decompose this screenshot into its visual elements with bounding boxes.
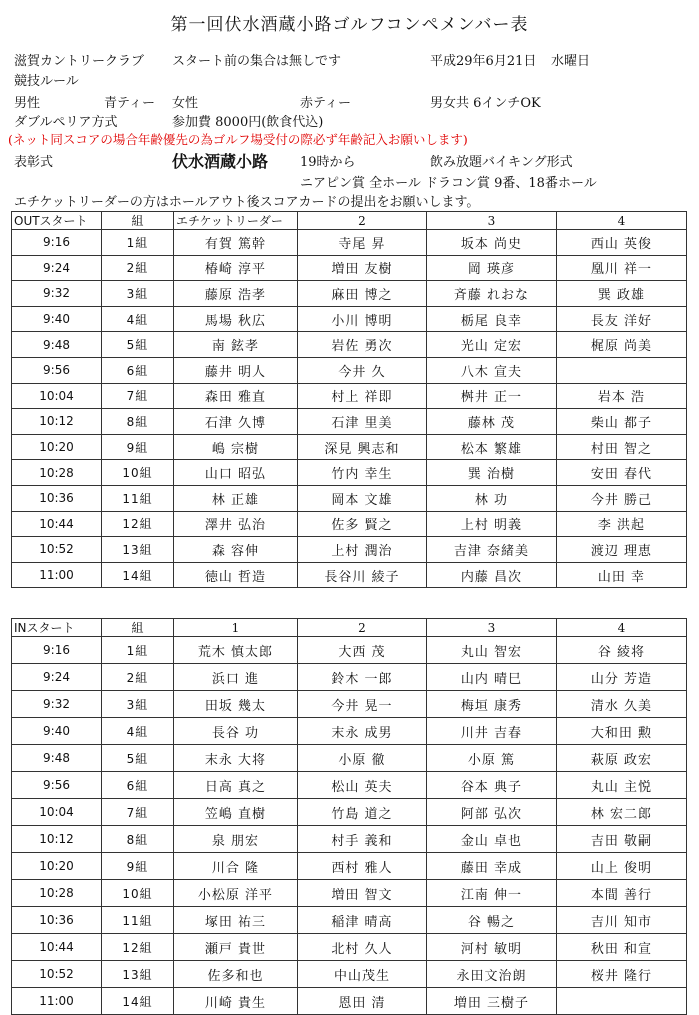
player-cell: 深見 興志和: [298, 434, 427, 460]
player-cell: 川井 吉春: [427, 718, 557, 745]
group-cell: 6組: [102, 357, 174, 383]
player-cell: 森田 雅直: [174, 383, 298, 409]
in-header-1: 1: [174, 619, 298, 637]
table-row: [12, 880, 687, 907]
player-cell: 森 容伸: [174, 537, 298, 563]
start-time-cell: 9:32: [12, 691, 102, 718]
table-row: [12, 799, 687, 826]
group-cell: 12組: [102, 511, 174, 537]
player-cell: 吉田 敬嗣: [557, 826, 687, 853]
start-time-cell: 9:32: [12, 281, 102, 307]
group-cell: 4組: [102, 718, 174, 745]
club-name: 滋賀カントリークラブ: [14, 54, 145, 69]
table-row: [12, 961, 687, 988]
player-cell: 大和田 勲: [557, 718, 687, 745]
player-cell: 山内 晴巳: [427, 664, 557, 691]
player-cell: 増田 三樹子: [427, 988, 557, 1015]
table-row: [12, 562, 687, 588]
player-cell: 藤林 茂: [427, 409, 557, 435]
group-cell: 8組: [102, 826, 174, 853]
table-row: [12, 434, 687, 460]
player-cell: 萩原 政宏: [557, 745, 687, 772]
group-cell: 14組: [102, 988, 174, 1015]
player-cell: 秋田 和宣: [557, 934, 687, 961]
table-row: [12, 460, 687, 486]
player-cell: 岩本 浩: [557, 383, 687, 409]
start-time-cell: 9:16: [12, 230, 102, 256]
start-time-cell: 10:44: [12, 511, 102, 537]
player-cell: 巽 政雄: [557, 281, 687, 307]
in-header-2: 2: [298, 619, 427, 637]
player-cell: 栃尾 良幸: [427, 306, 557, 332]
start-time-cell: 9:40: [12, 718, 102, 745]
player-cell: 荒木 慎太郎: [174, 637, 298, 664]
player-cell: 安田 春代: [557, 460, 687, 486]
header-row-format: [14, 111, 324, 130]
out-header-4: 4: [557, 212, 687, 230]
player-cell: 柴山 都子: [557, 409, 687, 435]
player-cell: 藤井 明人: [174, 357, 298, 383]
player-cell: 北村 久人: [298, 934, 427, 961]
player-cell: 長谷川 綾子: [298, 562, 427, 588]
group-cell: 5組: [102, 745, 174, 772]
player-cell: 瀬戸 貴世: [174, 934, 298, 961]
player-cell: 寺尾 昇: [298, 230, 427, 256]
player-cell: 吉津 奈緒美: [427, 537, 557, 563]
ceremony-time: 19時から: [300, 155, 356, 170]
player-cell: 谷本 典子: [427, 772, 557, 799]
start-time-cell: 10:12: [12, 409, 102, 435]
table-row: [12, 537, 687, 563]
start-time-cell: 10:36: [12, 907, 102, 934]
player-cell: 南 鉉孝: [174, 332, 298, 358]
group-cell: 14組: [102, 562, 174, 588]
start-time-cell: 11:00: [12, 562, 102, 588]
player-cell: 増田 智文: [298, 880, 427, 907]
player-cell: 鈴木 一郎: [298, 664, 427, 691]
group-cell: 7組: [102, 799, 174, 826]
start-time-cell: 10:04: [12, 799, 102, 826]
player-cell: 坂本 尚史: [427, 230, 557, 256]
group-cell: 13組: [102, 961, 174, 988]
female-label: 女性: [172, 96, 199, 111]
player-cell: 山田 幸: [557, 562, 687, 588]
player-cell: 大西 茂: [298, 637, 427, 664]
player-cell: 小原 徹: [298, 745, 427, 772]
page-title: 第一回伏水酒蔵小路ゴルフコンペメンバー表: [170, 15, 529, 35]
ceremony-label: 表彰式: [14, 155, 54, 170]
player-cell: 斉藤 れおな: [427, 281, 557, 307]
player-cell: 浜口 進: [174, 664, 298, 691]
player-cell: 岡本 文雄: [298, 485, 427, 511]
table-row: [12, 664, 687, 691]
start-time-cell: 9:56: [12, 357, 102, 383]
player-cell: 村田 智之: [557, 434, 687, 460]
player-cell: 石津 里美: [298, 409, 427, 435]
table-row: [12, 281, 687, 307]
scoring-format: ダブルペリア方式: [14, 115, 118, 130]
player-cell: 佐多 賢之: [298, 511, 427, 537]
player-cell: 日高 真之: [174, 772, 298, 799]
player-cell: 泉 朋宏: [174, 826, 298, 853]
group-cell: 10組: [102, 460, 174, 486]
event-date: 平成29年6月21日: [430, 54, 537, 69]
player-cell: [557, 357, 687, 383]
player-cell: 桜井 隆行: [557, 961, 687, 988]
player-cell: 小松原 洋平: [174, 880, 298, 907]
player-cell: 恩田 清: [298, 988, 427, 1015]
out-header-group: 組: [102, 212, 174, 230]
player-cell: 河村 敏明: [427, 934, 557, 961]
out-table-header: [12, 212, 687, 230]
player-cell: 澤井 弘治: [174, 511, 298, 537]
start-time-cell: 10:36: [12, 485, 102, 511]
start-time-cell: 9:48: [12, 745, 102, 772]
player-cell: 藤原 浩孝: [174, 281, 298, 307]
player-cell: 椿崎 淳平: [174, 255, 298, 281]
table-row: [12, 255, 687, 281]
player-cell: 八木 宣夫: [427, 357, 557, 383]
group-cell: 2組: [102, 255, 174, 281]
table-row: [12, 306, 687, 332]
player-cell: 桝井 正一: [427, 383, 557, 409]
etiquette-note: エチケットリーダーの方はホールアウト後スコアカードの提出をお願いします。: [14, 195, 480, 210]
group-cell: 5組: [102, 332, 174, 358]
player-cell: 山上 俊明: [557, 853, 687, 880]
player-cell: 巽 治樹: [427, 460, 557, 486]
out-header-2: 2: [298, 212, 427, 230]
start-time-cell: 9:16: [12, 637, 102, 664]
player-cell: 藤田 幸成: [427, 853, 557, 880]
player-cell: 清水 久美: [557, 691, 687, 718]
player-cell: 渡辺 理恵: [557, 537, 687, 563]
in-table-header: [12, 619, 687, 637]
start-time-cell: 9:56: [12, 772, 102, 799]
out-table-body: [12, 230, 687, 588]
meeting-note: スタート前の集合は無しです: [172, 54, 342, 69]
player-cell: 永田文治朗: [427, 961, 557, 988]
drinks-note: 飲み放題バイキング形式: [430, 155, 573, 170]
player-cell: 竹内 幸生: [298, 460, 427, 486]
in-header-3: 3: [427, 619, 557, 637]
start-time-cell: 10:52: [12, 961, 102, 988]
group-cell: 13組: [102, 537, 174, 563]
player-cell: 長谷 功: [174, 718, 298, 745]
player-cell: 李 洪起: [557, 511, 687, 537]
rules-label: 競技ルール: [14, 74, 79, 89]
start-time-cell: 9:24: [12, 255, 102, 281]
in-header-start: INスタート: [12, 619, 102, 637]
header-row-tees: [14, 92, 541, 111]
table-row: [12, 383, 687, 409]
player-cell: 梅垣 康秀: [427, 691, 557, 718]
player-cell: [557, 988, 687, 1015]
out-header-3: 3: [427, 212, 557, 230]
table-row: [12, 907, 687, 934]
event-weekday: 水曜日: [551, 54, 591, 69]
player-cell: 谷 暢之: [427, 907, 557, 934]
header-row-1: [14, 50, 591, 69]
start-time-cell: 11:00: [12, 988, 102, 1015]
table-row: [12, 511, 687, 537]
entry-fee: 参加費 8000円(飲食代込): [172, 115, 324, 130]
player-cell: 今井 勝己: [557, 485, 687, 511]
player-cell: 金山 卓也: [427, 826, 557, 853]
mixed-rule: 男女共 6インチOK: [430, 96, 541, 111]
player-cell: 上村 明義: [427, 511, 557, 537]
player-cell: 山口 昭弘: [174, 460, 298, 486]
group-cell: 4組: [102, 306, 174, 332]
player-cell: 竹島 道之: [298, 799, 427, 826]
player-cell: 長友 洋好: [557, 306, 687, 332]
in-table-body: [12, 637, 687, 1015]
player-cell: 村手 義和: [298, 826, 427, 853]
player-cell: 西山 英俊: [557, 230, 687, 256]
header-row-ceremony: [14, 151, 573, 171]
in-header-group: 組: [102, 619, 174, 637]
player-cell: 末永 大将: [174, 745, 298, 772]
start-time-cell: 9:40: [12, 306, 102, 332]
player-cell: 江南 伸一: [427, 880, 557, 907]
player-cell: 村上 祥即: [298, 383, 427, 409]
group-cell: 8組: [102, 409, 174, 435]
player-cell: 田坂 幾太: [174, 691, 298, 718]
group-cell: 12組: [102, 934, 174, 961]
player-cell: 本間 善行: [557, 880, 687, 907]
group-cell: 9組: [102, 853, 174, 880]
male-tee: 青ティー: [104, 96, 155, 111]
table-row: [12, 691, 687, 718]
player-cell: 谷 綾将: [557, 637, 687, 664]
player-cell: 小原 篤: [427, 745, 557, 772]
group-cell: 1組: [102, 230, 174, 256]
table-row: [12, 988, 687, 1015]
table-row: [12, 409, 687, 435]
prizes-note: ニアピン賞 全ホール ドラコン賞 9番、18番ホール: [300, 176, 597, 191]
player-cell: 松山 英夫: [298, 772, 427, 799]
age-warning: (ネット同スコアの場合年齢優先の為ゴルフ場受付の際必ず年齢記入お願いします): [8, 132, 468, 147]
table-row: [12, 853, 687, 880]
start-time-cell: 10:28: [12, 880, 102, 907]
start-time-cell: 10:20: [12, 853, 102, 880]
table-row: [12, 745, 687, 772]
out-header-start: OUTスタート: [12, 212, 102, 230]
in-start-table: [11, 618, 687, 1015]
female-tee: 赤ティー: [300, 96, 351, 111]
group-cell: 3組: [102, 281, 174, 307]
player-cell: 凰川 祥一: [557, 255, 687, 281]
table-row: [12, 357, 687, 383]
player-cell: 今井 晃一: [298, 691, 427, 718]
player-cell: 岡 瑛彦: [427, 255, 557, 281]
player-cell: 林 宏二郎: [557, 799, 687, 826]
in-header-4: 4: [557, 619, 687, 637]
out-start-table: [11, 211, 687, 588]
table-row: [12, 485, 687, 511]
table-row: [12, 826, 687, 853]
group-cell: 2組: [102, 664, 174, 691]
start-time-cell: 9:24: [12, 664, 102, 691]
table-row: [12, 332, 687, 358]
player-cell: 吉川 知市: [557, 907, 687, 934]
player-cell: 林 功: [427, 485, 557, 511]
start-time-cell: 9:48: [12, 332, 102, 358]
start-time-cell: 10:12: [12, 826, 102, 853]
player-cell: 馬場 秋広: [174, 306, 298, 332]
player-cell: 塚田 祐三: [174, 907, 298, 934]
player-cell: 岩佐 勇次: [298, 332, 427, 358]
player-cell: 中山茂生: [298, 961, 427, 988]
group-cell: 1組: [102, 637, 174, 664]
player-cell: 丸山 主悦: [557, 772, 687, 799]
player-cell: 今井 久: [298, 357, 427, 383]
player-cell: 佐多和也: [174, 961, 298, 988]
table-row: [12, 230, 687, 256]
player-cell: 有賀 篤幹: [174, 230, 298, 256]
player-cell: 西村 雅人: [298, 853, 427, 880]
group-cell: 9組: [102, 434, 174, 460]
player-cell: 阿部 弘次: [427, 799, 557, 826]
table-row: [12, 934, 687, 961]
start-time-cell: 10:20: [12, 434, 102, 460]
player-cell: 増田 友樹: [298, 255, 427, 281]
start-time-cell: 10:52: [12, 537, 102, 563]
player-cell: 林 正雄: [174, 485, 298, 511]
player-cell: 徳山 哲造: [174, 562, 298, 588]
player-cell: 小川 博明: [298, 306, 427, 332]
player-cell: 笠嶋 直樹: [174, 799, 298, 826]
group-cell: 11組: [102, 907, 174, 934]
player-cell: 松本 繁雄: [427, 434, 557, 460]
table-row: [12, 637, 687, 664]
player-cell: 末永 成男: [298, 718, 427, 745]
player-cell: 梶原 尚美: [557, 332, 687, 358]
table-row: [12, 772, 687, 799]
group-cell: 10組: [102, 880, 174, 907]
player-cell: 光山 定宏: [427, 332, 557, 358]
group-cell: 6組: [102, 772, 174, 799]
start-time-cell: 10:28: [12, 460, 102, 486]
start-time-cell: 10:04: [12, 383, 102, 409]
player-cell: 川合 隆: [174, 853, 298, 880]
player-cell: 麻田 博之: [298, 281, 427, 307]
player-cell: 山分 芳造: [557, 664, 687, 691]
table-row: [12, 718, 687, 745]
group-cell: 7組: [102, 383, 174, 409]
start-time-cell: 10:44: [12, 934, 102, 961]
player-cell: 川崎 貴生: [174, 988, 298, 1015]
group-cell: 3組: [102, 691, 174, 718]
player-cell: 嶋 宗樹: [174, 434, 298, 460]
player-cell: 石津 久博: [174, 409, 298, 435]
player-cell: 丸山 智宏: [427, 637, 557, 664]
group-cell: 11組: [102, 485, 174, 511]
player-cell: 稲津 晴高: [298, 907, 427, 934]
out-header-leader: エチケットリーダー: [174, 212, 298, 230]
player-cell: 上村 潤治: [298, 537, 427, 563]
ceremony-venue: 伏水酒蔵小路: [172, 152, 269, 171]
male-label: 男性: [14, 96, 41, 111]
player-cell: 内藤 昌次: [427, 562, 557, 588]
